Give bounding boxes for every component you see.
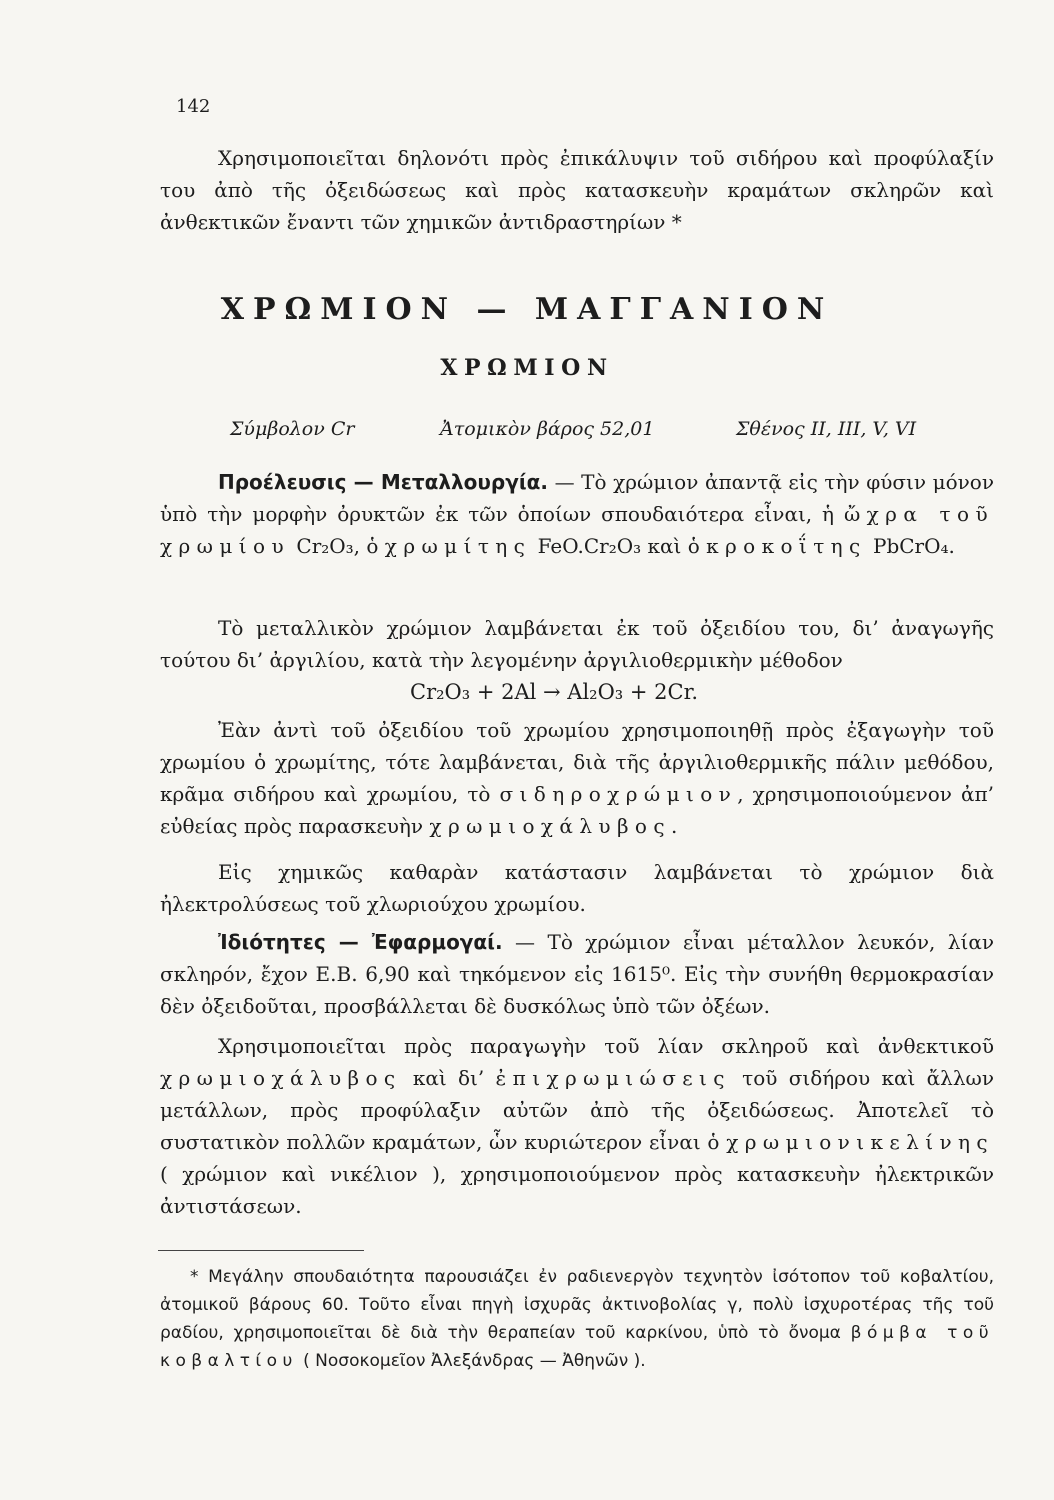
footnote-divider [158,1250,364,1251]
symbol-label: Σύμβολον Cr [230,418,355,440]
electrolysis-paragraph: Εἰς χημικῶς καθαρὰν κατάστασιν λαμβάνεται τὸ χρώμιον διὰ ἠλεκτρολύσεως τοῦ χλωριούχου χρωμίου. [160,860,994,916]
ferrochrome-paragraph: Ἐὰν ἀντὶ τοῦ ὀξειδίου τοῦ χρωμίου χρησιμοποιηθῇ πρὸς ἐξαγωγὴν τοῦ χρωμίου ὁ χρωμίτης, τότε λαμβάνεται, διὰ τῆς ἀργιλιοθερμικῆς πάλιν μεθόδου, κρᾶμα σιδήρου καὶ χρωμίου, τὸ σιδηροχρώμιον, χρησιμοποιούμενον ἀπ’ εὐθείας πρὸς παρασκευὴν χρωμιοχάλυβος. [160,718,994,838]
properties-paragraph: Ἰδιότητες — Ἐφαρμογαί. — Τὸ χρώμιον εἶναι μέταλλον λευκόν, λίαν σκληρόν, ἔχον Ε.Β. 6,90 καὶ τηκόμενον εἰς 1615⁰. Εἰς τὴν συνήθη θερμοκρασίαν δὲν ὀξειδοῦται, προσβάλλεται δὲ δυσκόλως ὑπὸ τῶν ὀξέων. [160,930,994,1018]
intro-paragraph: Χρησιμοποιεῖται δηλονότι πρὸς ἐπικάλυψιν τοῦ σιδήρου καὶ προφύλαξίν του ἀπὸ τῆς ὀξειδώσεως καὶ πρὸς κατασκευὴν κραμάτων σκληρῶν καὶ ἀνθεκτικῶν ἔναντι τῶν χημικῶν ἀντιδραστηρίων * [160,146,994,234]
aluminothermy-paragraph: Τὸ μεταλλικὸν χρώμιον λαμβάνεται ἐκ τοῦ ὀξειδίου του, δι’ ἀναγωγῆς τούτου δι’ ἀργιλίου, κατὰ τὴν λεγομένην ἀργιλιοθερμικὴν μέθοδον [160,616,994,672]
spaced-term: χρωμίτης [384,534,532,558]
section-title: ΧΡΩΜΙΟΝ [440,355,614,381]
footnote-marker: * [190,1267,199,1287]
spaced-term: βόμβα τοῦ κοβαλτίου [160,1323,994,1371]
spaced-term: ἐπιχρωμιώσεις [495,1066,731,1090]
uses-paragraph: Χρησιμοποιεῖται πρὸς παραγωγὴν τοῦ λίαν σκληροῦ καὶ ἀνθεκτικοῦ χρωμιοχάλυβος καὶ δι’ ἐπιχρωμιώσεις τοῦ σιδήρου καὶ ἄλλων μετάλλων, πρὸς προφύλαξιν αὐτῶν ἀπὸ τῆς ὀξειδώσεως. Ἀποτελεῖ τὸ συστατικὸν πολλῶν κραμάτων, ὧν κυριώτερον εἶναι ὁ χρωμιονικελίνης ( χρώμιον καὶ νικέλιον ), χρησιμοποιούμενον πρὸς κατασκευὴν ἠλεκτρικῶν ἀντιστάσεων. [160,1034,994,1218]
properties-heading: Ἰδιότητες — Ἐφαρμογαί. [218,930,503,954]
footnote: * Μεγάλην σπουδαιότητα παρουσιάζει ἐν ραδιενεργὸν τεχνητὸν ἰσότοπον τοῦ κοβαλτίου, ἀτομικοῦ βάρους 60. Τοῦτο εἶναι πηγὴ ἰσχυρᾶς ἀκτινοβολίας γ, πολὺ ἰσχυροτέρας τῆς τοῦ ραδίου, χρησιμοποιεῖται δὲ διὰ τὴν θεραπείαν τοῦ καρκίνου, ὑπὸ τὸ ὄνομα βόμβα τοῦ κοβαλτίου ( Νοσοκομεῖον Ἀλεξάνδρας — Ἀθηνῶν ). [160,1263,994,1375]
origin-heading: Προέλευσις — Μεταλλουργία. [218,470,548,494]
reaction-equation: Cr₂O₃ + 2Al → Al₂O₃ + 2Cr. [410,680,699,704]
chapter-title: ΧΡΩΜΙΟΝ — ΜΑΓΓΑΝΙΟΝ [220,292,834,327]
atomic-weight-label: Ἀτομικὸν βάρος 52,01 [440,418,655,440]
spaced-term: σιδηροχρώμιον [499,782,738,806]
spaced-term: χρωμιονικελίνης [726,1130,994,1154]
spaced-term: κροκοΐτης [706,534,867,558]
spaced-term: χρωμιοχάλυβος [429,814,671,838]
valence-label: Σθένος II, III, V, VI [736,418,917,440]
spaced-term: ὤχρα τοῦ χρωμίου [160,502,995,558]
origin-paragraph: Προέλευσις — Μεταλλουργία. — Τὸ χρώμιον ἀπαντᾷ εἰς τὴν φύσιν μόνον ὑπὸ τὴν μορφὴν ὀρυκτῶν ἐκ τῶν ὁποίων σπουδαιότερα εἶναι, ἡ ὤχρα τοῦ χρωμίου Cr₂O₃, ὁ χρωμίτης FeO.Cr₂O₃ καὶ ὁ κροκοΐτης PbCrO₄. [160,470,995,558]
spaced-term: χρωμιοχάλυβος [160,1066,402,1090]
page-number: 142 [176,96,211,117]
